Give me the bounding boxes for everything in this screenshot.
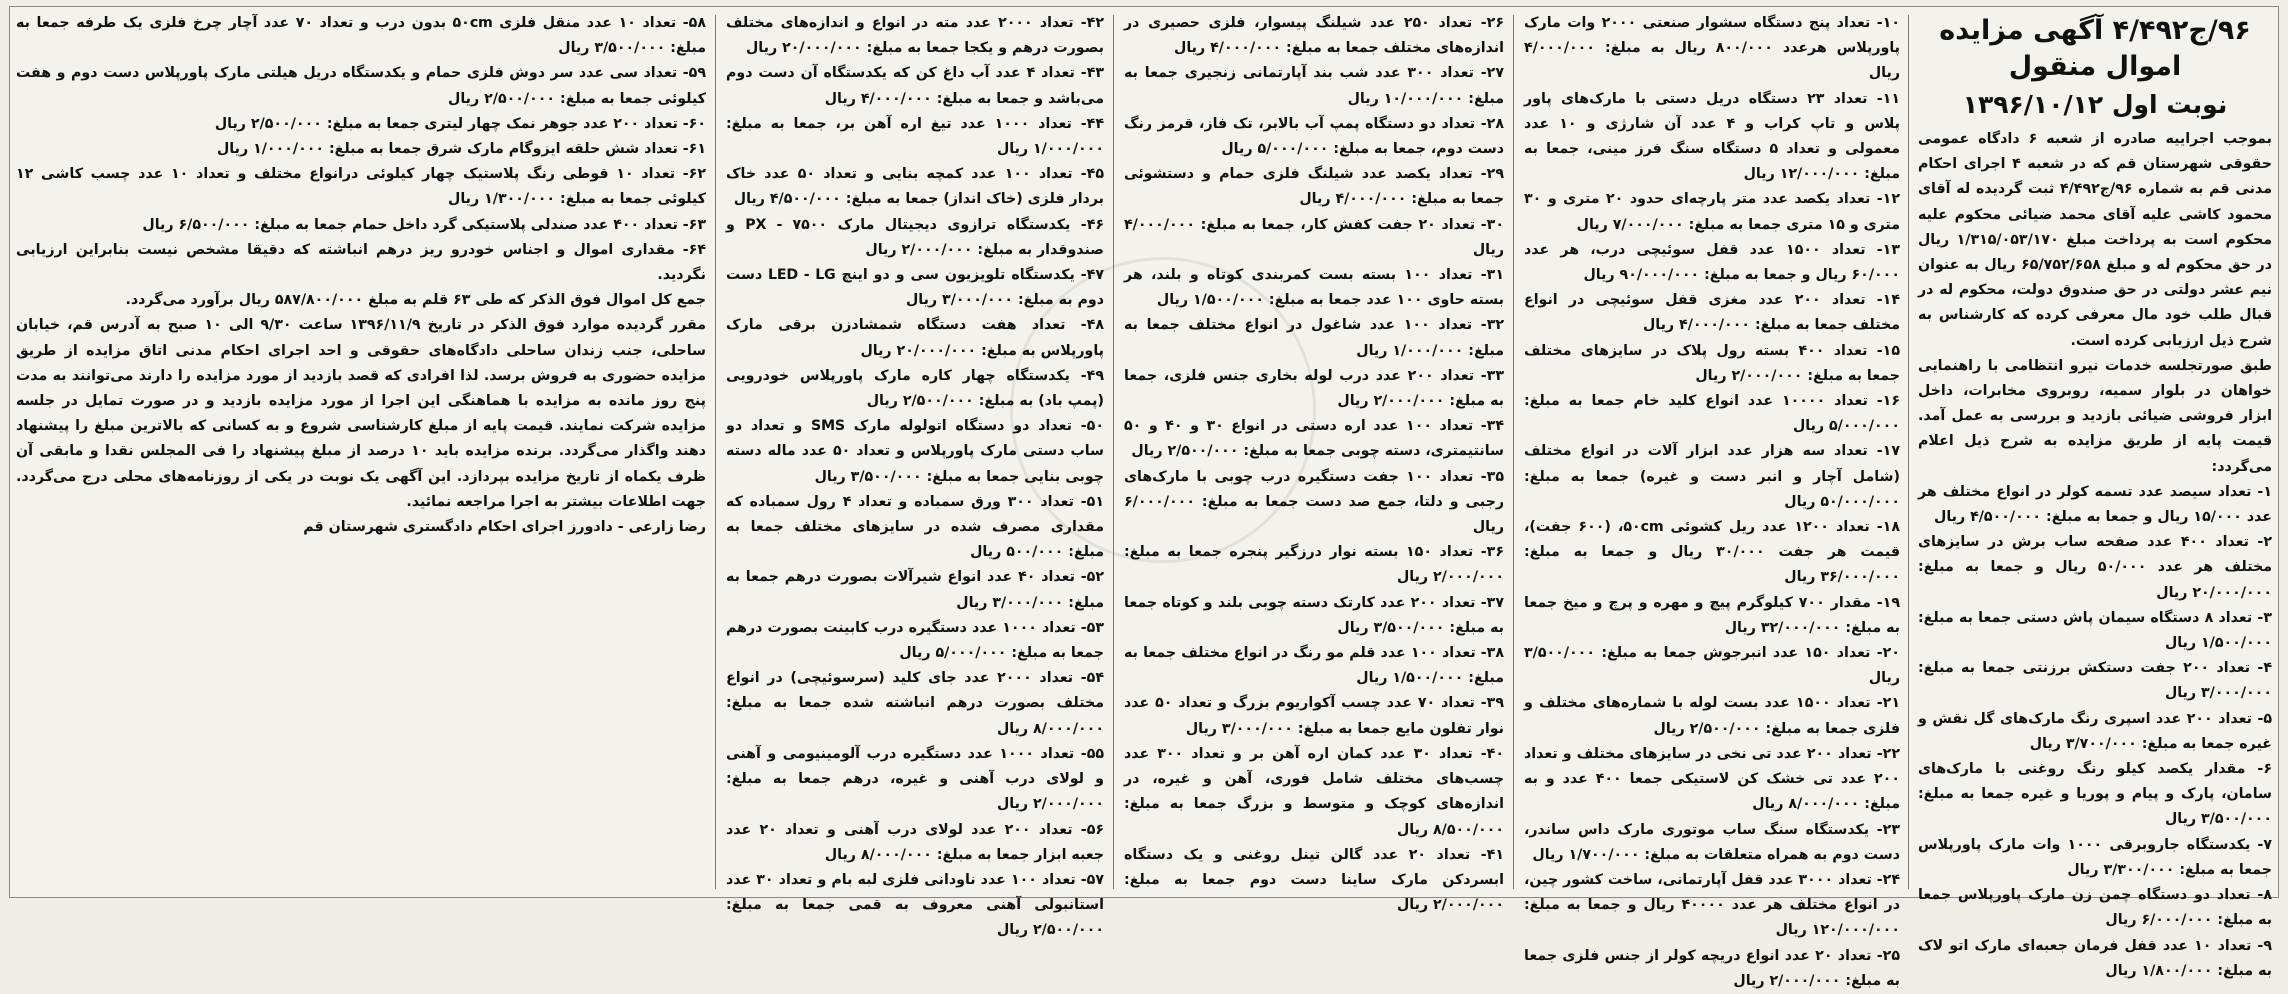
column-1 — [1912, 11, 2278, 979]
list-item: ۲۰- تعداد ۱۵۰ عدد انبرجوش جمعا به مبلغ: ۳/۵۰۰/۰۰۰ ریال — [1524, 645, 1900, 687]
list-item: ۴۴- تعداد ۱۰۰۰ عدد تیغ اره آهن بر، جمعا به مبلغ: ۱/۰۰۰/۰۰۰ ریال — [726, 115, 1104, 158]
list-item: ۲۹- تعداد یکصد عدد شیلنگ فلزی حمام و دستشوئی جمعا به مبلغ: ۴/۰۰۰/۰۰۰ ریال — [1124, 166, 1504, 208]
intro-paragraph: طبق صورتجلسه خدمات نیرو انتظامی با راهنمایی خواهان در بلوار سمیه، روبروی مخابرات، داخل ابزار فروشی ضیائی بازدید و بررسی به عمل آمد. قیمت پایه از طریق مزایده به شرح ذیل اعلام می‌گردد: — [1918, 357, 2272, 475]
list-item: ۱۱- تعداد ۲۳ دستگاه دریل دستی با مارک‌های پاور پلاس و تاپ کراب و ۴ عدد آن شارژی و ۱۰ عدد معمولی و تعداد ۵ دستگاه سنگ فرز مینی، جمعا به مبلغ: ۱۲/۰۰۰/۰۰۰ ریال — [1524, 90, 1900, 183]
list-item: ۲۳- یکدستگاه سنگ ساب موتوری مارک داس ساندر، دست دوم به همراه متعلقات به مبلغ: ۱/۷۰۰/۰۰۰ ریال — [1524, 821, 1900, 863]
column-4 — [720, 11, 1110, 939]
list-item: ۶۲- تعداد ۱۰ قوطی رنگ پلاستیک چهار کیلوئی درانواع مختلف و تعداد ۱۰ عدد چسب کاشی ۱۲ کیلوئی جمعا به مبلغ: ۱/۳۰۰/۰۰۰ ریال — [16, 166, 706, 208]
list-item: ۶۴- مقداری اموال و اجناس خودرو ریز درهم انباشته که دقیقا مشخص نیست بنابراین ارزیابی نگردید. — [16, 241, 706, 284]
list-item: ۴۲- تعداد ۲۰۰۰ عدد مته در انواع و اندازه‌های مختلف بصورت درهم و یکجا جمعا به مبلغ: ۲۰/۰۰۰/۰۰۰ ریال — [726, 15, 1104, 57]
column-2 — [1518, 11, 1906, 989]
list-item: ۳۸- تعداد ۱۰۰ عدد قلم مو رنگ در انواع مختلف جمعا به مبلغ: ۱/۵۰۰/۰۰۰ ریال — [1124, 645, 1504, 687]
list-item: ۵۵- تعداد ۱۰۰۰ عدد دستگیره درب آلومینیومی و آهنی و لولای درب آهنی و غیره، درهم جمعا به مبلغ: ۲/۰۰۰/۰۰۰ ریال — [726, 745, 1105, 813]
list-item: ۲۴- تعداد ۳۰۰۰ عدد قفل آپارتمانی، ساخت کشور چین، در انواع مختلف هر عدد ۴۰۰۰۰ ریال و جمعا به مبلغ: ۱۲۰/۰۰۰/۰۰۰ ریال — [1524, 871, 1900, 939]
list-item: ۴- تعداد ۲۰۰ جفت دستکش برزنتی جمعا به مبلغ: ۳/۰۰۰/۰۰۰ ریال — [1918, 660, 2272, 702]
list-item: ۱- تعداد سیصد عدد تسمه کولر در انواع مختلف هر عدد ۱۵/۰۰۰ ریال و جمعا به مبلغ: ۴/۵۰۰/۰۰۰ ریال — [1918, 483, 2272, 526]
list-item: ۱۶- تعداد ۱۰۰۰۰ عدد انواع کلید خام جمعا به مبلغ: ۵/۰۰۰/۰۰۰ ریال — [1524, 393, 1900, 435]
intro-paragraph: بموجب اجراییه صادره از شعبه ۶ دادگاه عمومی حقوقی شهرستان قم که در شعبه ۴ اجرای احکام مدنی قم به شماره ۹۶/ج۴/۴۹۲ ثبت گردیده له آقای محمود کاشی علیه آقای محمد ضیائی محکوم علیه محکوم است به پرداخت مبلغ ۱/۳۱۵/۰۵۳/۱۷۰ ریال در حق محکوم له و مبلغ ۶۵/۷۵۲/۶۵۸ ریال به عنوان نیم عشر دولتی در حق صندوق دولت، محکوم له در قبال طلب خود مال معرفی کرده که کارشناس به شرح ذیل ارزیابی کرده است. — [1918, 131, 2272, 349]
list-item: ۴۸- تعداد هفت دستگاه شمشادزن برقی مارک پاورپلاس به مبلغ: ۲۰/۰۰۰/۰۰۰ ریال — [726, 317, 1104, 359]
list-item: ۳- تعداد ۸ دستگاه سیمان پاش دستی جمعا به مبلغ: ۱/۵۰۰/۰۰۰ ریال — [1918, 609, 2272, 652]
list-item: ۴۵- تعداد ۱۰۰ عدد کمچه بنایی و تعداد ۵۰ عدد خاک بردار فلزی (خاک انداز) جمعا به مبلغ: ۴/۵۰۰/۰۰۰ ریال — [726, 166, 1104, 208]
list-item: ۶۰- تعداد ۲۰۰ عدد جوهر نمک چهار لیتری جمعا به مبلغ: ۲/۵۰۰/۰۰۰ ریال — [214, 115, 706, 132]
list-item: ۳۰- تعداد ۲۰ جفت کفش کار، جمعا به مبلغ: ۴/۰۰۰/۰۰۰ ریال — [1124, 216, 1504, 258]
list-item: ۳۴- تعداد ۱۰۰ عدد اره دستی در انواع ۳۰ و ۴۰ و ۵۰ سانتیمتری، دسته چوبی جمعا به مبلغ: ۲/۵۰۰/۰۰۰ ریال — [1124, 418, 1504, 460]
list-item: ۲۷- تعداد ۳۰۰ عدد شب بند آپارتمانی زنجیری جمعا به مبلغ: ۱۰/۰۰۰/۰۰۰ ریال — [1124, 65, 1504, 107]
list-item: ۵۳- تعداد ۱۰۰۰ عدد دستگیره درب کابینت بصورت درهم جمعا به مبلغ: ۵/۰۰۰/۰۰۰ ریال — [726, 619, 1104, 662]
list-item: ۲۸- تعداد دو دستگاه پمپ آب بالابر، تک فاز، قرمز رنگ دست دوم، جمعا به مبلغ: ۵/۰۰۰/۰۰۰ ریال — [1124, 115, 1504, 158]
list-item: ۵۲- تعداد ۴۰ عدد انواع شیرآلات بصورت درهم جمعا به مبلغ: ۳/۰۰۰/۰۰۰ ریال — [726, 569, 1104, 611]
notice-title: ۹۶/ج۴/۴۹۲ آگهی مزایده اموال منقول — [1939, 15, 2251, 82]
list-item: ۵۸- تعداد ۱۰ عدد منقل فلزی ۵۰cm بدون درب و تعداد ۷۰ عدد آچار چرخ فلزی یک طرفه جمعا به مبلغ: ۳/۵۰۰/۰۰۰ ریال — [16, 15, 706, 57]
list-item: ۵۴- تعداد ۲۰۰۰ عدد جای کلید (سرسوئیچی) در انواع مختلف بصورت درهم انباشته شده جمعا به مبلغ: ۸/۰۰۰/۰۰۰ ریال — [726, 670, 1104, 737]
list-item: ۴۰- تعداد ۳۰ عدد کمان اره آهن بر و تعداد ۳۰۰ عدد چسب‌های مختلف شامل فوری، آهن و غیره، در اندازه‌های کوچک و متوسط و بزرگ جمعا به مبلغ: ۸/۵۰۰/۰۰۰ ریال — [1124, 745, 1504, 838]
list-item: ۳۶- تعداد ۱۵۰ بسته نوار درزگیر پنجره جمعا به مبلغ: ۲/۰۰۰/۰۰۰ ریال — [1124, 544, 1504, 586]
list-item: ۱۷- تعداد سه هزار عدد ابزار آلات در انواع مختلف (شامل آچار و انبر دست و غیره) جمعا به مبلغ: ۵۰/۰۰۰/۰۰۰ ریال — [1524, 443, 1900, 510]
list-item: ۵- تعداد ۲۰۰ عدد اسپری رنگ مارک‌های گل نقش و غیره جمعا به مبلغ: ۳/۷۰۰/۰۰۰ ریال — [1918, 710, 2272, 752]
list-item: ۴۶- یکدستگاه ترازوی دیجیتال مارک PX - ۷۵۰۰ و صندوقدار به مبلغ: ۲/۰۰۰/۰۰۰ ریال — [726, 216, 1105, 258]
list-item: ۱۴- تعداد ۲۰۰ عدد مغزی قفل سوئیچی در انواع مختلف جمعا به مبلغ: ۴/۰۰۰/۰۰۰ ریال — [1524, 292, 1900, 334]
list-item: ۶۳- تعداد ۴۰۰ عدد صندلی پلاستیکی گرد داخل حمام جمعا به مبلغ: ۶/۵۰۰/۰۰۰ ریال — [142, 216, 706, 233]
list-item: ۴۹- یکدستگاه چهار کاره مارک پاورپلاس خودرویی (پمپ باد) به مبلغ: ۲/۵۰۰/۰۰۰ ریال — [726, 367, 1104, 410]
list-item: ۴۷- یکدستگاه تلویزیون سی و دو اینچ LED - LG دست دوم به مبلغ: ۳/۰۰۰/۰۰۰ ریال — [726, 267, 1104, 309]
list-item: ۶۱- تعداد شش حلقه ایزوگام مارک شرق جمعا به مبلغ: ۱/۰۰۰/۰۰۰ ریال — [217, 141, 706, 158]
list-item: ۴۱- تعداد ۲۰ عدد گالن تینل روغنی و یک دستگاه ابسردکن مارک ساینا دست دوم جمعا به مبلغ: ۲/۰۰۰/۰۰۰ ریال — [1124, 846, 1504, 914]
list-item: ۴۳- تعداد ۴ عدد آب داغ کن که یکدستگاه آن دست دوم می‌باشد و جمعا به مبلغ: ۴/۰۰۰/۰۰۰ ریال — [726, 65, 1105, 107]
list-item: ۲۲- تعداد ۲۰۰ عدد تی نخی در سایزهای مختلف و تعداد ۲۰۰ عدد تی خشک کن لاستیکی جمعا ۴۰۰ عدد و به مبلغ: ۸/۰۰۰/۰۰۰ ریال — [1524, 745, 1900, 813]
list-item: ۱۸- تعداد ۱۲۰۰ عدد ریل کشوئی ۵۰cm، (۶۰۰ جفت)، قیمت هر جفت ۳۰/۰۰۰ ریال و جمعا به مبلغ: ۳۶/۰۰۰/۰۰۰ ریال — [1524, 519, 1900, 586]
list-item: ۳۱- تعداد ۱۰۰ بسته بست کمربندی کوتاه و بلند، هر بسته حاوی ۱۰۰ عدد جمعا به مبلغ: ۱/۵۰۰/۰۰۰ ریال — [1124, 267, 1504, 309]
list-item: ۷- یکدستگاه جاروبرقی ۱۰۰۰ وات مارک پاورپلاس جمعا به مبلغ: ۳/۳۰۰/۰۰۰ ریال — [1918, 836, 2272, 878]
list-item: ۹- تعداد ۱۰ عدد قفل فرمان جعبه‌ای مارک اتو لاک به مبلغ: ۱/۸۰۰/۰۰۰ ریال — [1918, 937, 2272, 979]
notice-subtitle: نوبت اول ۱۳۹۶/۱۰/۱۲ — [1962, 90, 2228, 119]
auction-notice — [9, 6, 2279, 989]
closing-paragraph: مقرر گردیده موارد فوق الذکر در تاریخ ۱۳۹۶/۱۱/۹ ساعت ۹/۳۰ الی ۱۰ صبح به آدرس قم، خیابان ساحلی، جنب زندان ساحلی دادگاه‌های حقوقی و احد اجرای احکام مدنی اتاق مزایده از طریق مزایده حضوری به فروش برسد. لذا افرادی که قصد بازدید از مورد مزایده را دارند می‌توانند به مدت پنج روز مانده به مزایده با هماهنگی این اجرا از مورد مزایده بازدید و در صورت تمایل در جلسه مزایده شرکت نمایند. قیمت پایه از مبلغ کارشناسی شروع و به کسانی که بالاترین مبلغ را پیشنهاد دهند واگذار می‌گردد. برنده مزایده باید ۱۰ درصد از مبلغ پیشنهاد را فی المجلس نقدا و مابقی آن ظرف یکماه از تاریخ مزایده بپردازد. این آگهی یک نوبت در یکی از روزنامه‌های محلی درج می‌گردد. جهت اطلاعات بیشتر به اجرا مراجعه نمائید. — [16, 317, 706, 510]
column-divider — [715, 15, 716, 889]
list-item: ۵۱- تعداد ۳۰۰ ورق سمباده و تعداد ۴ رول سمباده که مقداری مصرف شده در سایزهای مختلف جمعا به مبلغ: ۵۰۰/۰۰۰ ریال — [726, 493, 1104, 561]
list-item: ۱۹- مقدار ۷۰۰ کیلوگرم پیچ و مهره و پرچ و میخ جمعا به مبلغ: ۳۲/۰۰۰/۰۰۰ ریال — [1524, 594, 1900, 636]
list-item: ۳۷- تعداد ۲۰۰ عدد کارتک دسته چوبی بلند و کوتاه جمعا به مبلغ: ۳/۵۰۰/۰۰۰ ریال — [1124, 594, 1504, 636]
list-item: ۳۲- تعداد ۱۰۰ عدد شاغول در انواع مختلف جمعا به مبلغ: ۱/۰۰۰/۰۰۰ ریال — [1124, 317, 1505, 359]
list-item: ۸- تعداد دو دستگاه چمن زن مارک پاورپلاس جمعا به مبلغ: ۶/۰۰۰/۰۰۰ ریال — [1918, 887, 2272, 929]
list-item: ۳۳- تعداد ۲۰۰ عدد درب لوله بخاری جنس فلزی، جمعا به مبلغ: ۲/۰۰۰/۰۰۰ ریال — [1124, 367, 1504, 410]
list-item: ۵۹- تعداد سی عدد سر دوش فلزی حمام و یکدستگاه دریل هیلتی مارک پاورپلاس دست دوم و هفت کیلوئی جمعا به مبلغ: ۲/۵۰۰/۰۰۰ ریال — [16, 65, 706, 107]
list-item: ۶- مقدار یکصد کیلو رنگ روغنی با مارک‌های سامان، پارک و پیام و پوریا و غیره جمعا به مبلغ: ۳/۵۰۰/۰۰۰ ریال — [1918, 761, 2272, 828]
column-5 — [10, 11, 712, 893]
closing-total: جمع کل اموال فوق الذکر که طی ۶۳ قلم به مبلغ ۵۸۷/۸۰۰/۰۰۰ ریال برآورد می‌گردد. — [125, 292, 706, 309]
list-item: ۵۶- تعداد ۲۰۰ عدد لولای درب آهنی و تعداد ۲۰ عدد جعبه ابزار جمعا به مبلغ: ۸/۰۰۰/۰۰۰ ریال — [726, 821, 1105, 863]
list-item: ۱۵- تعداد ۴۰۰ بسته رول پلاک در سایزهای مختلف جمعا به مبلغ: ۲/۰۰۰/۰۰۰ ریال — [1524, 342, 1900, 384]
list-item: ۵۰- تعداد دو دستگاه اتولوله مارک SMS و تعداد دو ساب دستی مارک پاورپلاس و تعداد ۵۰ عدد ماله دسته چوبی بنایی جمعا به مبلغ: ۳/۵۰۰/۰۰۰ ریال — [726, 418, 1104, 485]
list-item: ۱۳- تعداد ۱۵۰۰ عدد قفل سوئیچی درب، هر عدد ۶۰/۰۰۰ ریال و جمعا به مبلغ: ۹۰/۰۰۰/۰۰۰ ریال — [1524, 241, 1900, 284]
column-divider — [1908, 15, 1909, 889]
signature: رضا زارعی - دادورز اجرای احکام دادگستری شهرستان قم — [303, 519, 706, 536]
list-item: ۳۹- تعداد ۷۰ عدد چسب آکواریوم بزرگ و تعداد ۵۰ عدد نوار تفلون مایع جمعا به مبلغ: ۳/۰۰۰/۰۰۰ ریال — [1124, 695, 1504, 737]
list-item: ۲۱- تعداد ۱۵۰۰ عدد بست لوله با شماره‌های مختلف و فلزی جمعا به مبلغ: ۲/۵۰۰/۰۰۰ ریال — [1524, 695, 1900, 737]
list-item: ۵۷- تعداد ۱۰۰ عدد ناودانی فلزی لبه بام و تعداد ۳۰ عدد استانبولی آهنی معروف به قمی جمعا به مبلغ: ۲/۵۰۰/۰۰۰ ریال — [726, 871, 1104, 939]
column-divider — [1513, 15, 1514, 889]
column-3 — [1118, 11, 1510, 914]
list-item: ۲۶- تعداد ۲۵۰ عدد شیلنگ پیسوار، فلزی حصیری در اندازه‌های مختلف جمعا به مبلغ: ۴/۰۰۰/۰۰۰ ریال — [1124, 15, 1504, 57]
list-item: ۱۲- تعداد یکصد عدد متر پارچه‌ای حدود ۲۰ متری و ۳۰ متری و ۱۵ متری جمعا به مبلغ: ۷/۰۰۰/۰۰۰ ریال — [1524, 191, 1900, 233]
list-item: ۱۰- تعداد پنج دستگاه سشوار صنعتی ۲۰۰۰ وات مارک پاورپلاس هرعدد ۸۰۰/۰۰۰ ریال به مبلغ: ۴/۰۰۰/۰۰۰ ریال — [1524, 15, 1900, 82]
list-item: ۲- تعداد ۴۰۰ عدد صفحه ساب برش در سایزهای مختلف هر عدد ۵۰/۰۰۰ ریال و جمعا به مبلغ: ۲۰/۰۰۰/۰۰۰ ریال — [1918, 534, 2272, 601]
list-item: ۲۵- تعداد ۲۰ عدد انواع دریچه کولر از جنس فلزی جمعا به مبلغ: ۲/۰۰۰/۰۰۰ ریال — [1524, 947, 1900, 989]
column-divider — [1113, 15, 1114, 889]
list-item: ۳۵- تعداد ۱۰۰ جفت دستگیره درب چوبی با مارک‌های رجبی و دلتا، جمع صد دست جمعا به مبلغ: ۶/۰۰۰/۰۰۰ ریال — [1124, 468, 1504, 536]
